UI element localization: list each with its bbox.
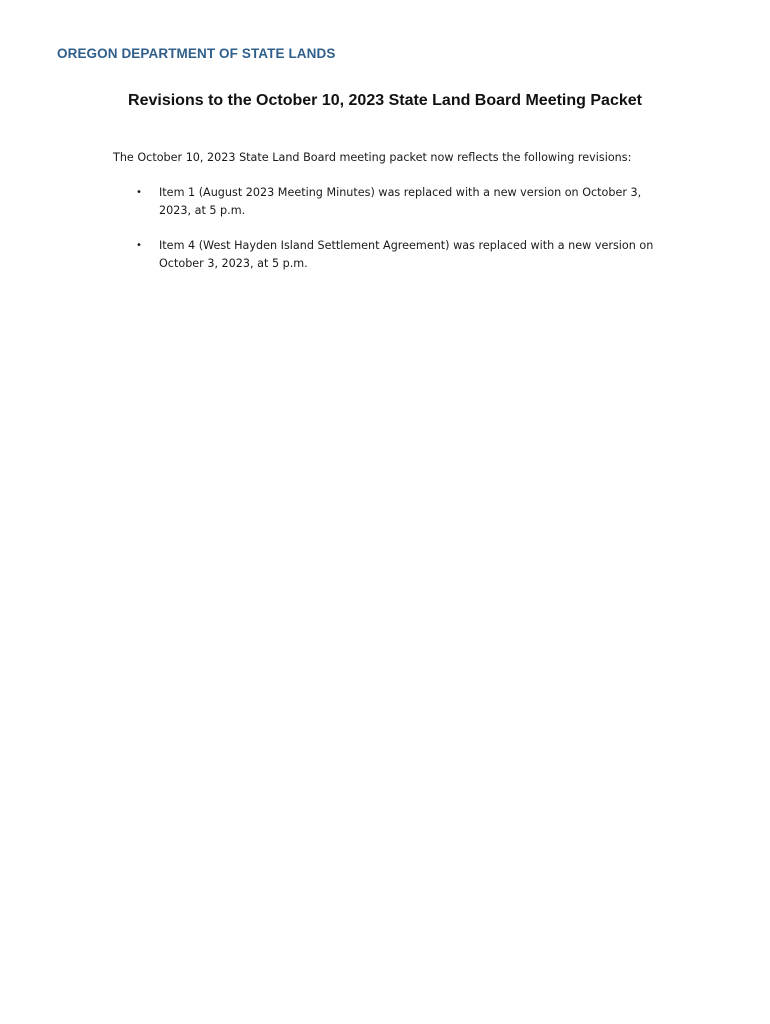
document-title: Revisions to the October 10, 2023 State Land Board Meeting Packet [128,92,642,109]
revision-text: Item 4 (West Hayden Island Settlement Agreement) was replaced with a new version on October 3, 2023, at 5 p.m. [159,239,654,270]
list-item [136,237,666,272]
bullet-icon: • [136,240,142,251]
intro-paragraph: The October 10, 2023 State Land Board meeting packet now reflects the following revisions: [113,151,632,164]
revision-text: Item 1 (August 2023 Meeting Minutes) was replaced with a new version on October 3, 2023, at 5 p.m. [159,186,642,217]
bullet-icon: • [136,187,142,198]
agency-heading: OREGON DEPARTMENT OF STATE LANDS [57,46,336,61]
list-item [136,184,666,219]
revisions-list [136,184,666,290]
